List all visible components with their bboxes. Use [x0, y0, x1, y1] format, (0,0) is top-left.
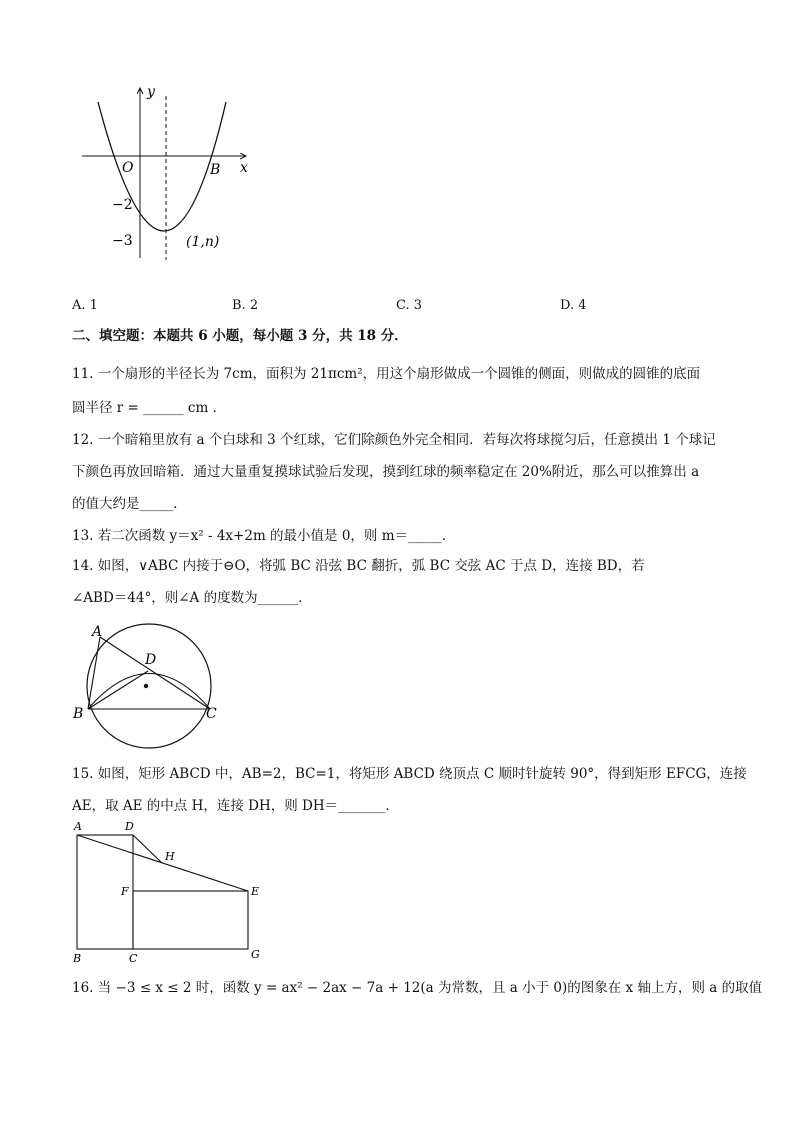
- segment-ae: [77, 835, 248, 891]
- q12-line2: 下颜色再放回暗箱．通过大量重复摸球试验后发现，摸到红球的频率稳定在 20%附近，那么可以推算出 a: [72, 464, 700, 480]
- label-d: D: [145, 652, 157, 668]
- tick-neg3: −3: [112, 233, 133, 249]
- point-b-label: B: [210, 162, 221, 178]
- rect-efcg: [133, 891, 248, 949]
- option-b[interactable]: B. 2: [232, 298, 259, 313]
- folded-arc-bc: [88, 674, 210, 710]
- segment-ac: [100, 637, 210, 709]
- x-axis-label: x: [240, 160, 248, 176]
- label-g: G: [251, 948, 260, 961]
- vertex-label: (1,n): [186, 234, 220, 250]
- q12-line1: 12. 一个暗箱里放有 a 个白球和 3 个红球，它们除颜色外完全相同．若每次将球搅匀后，任意摸出 1 个球记: [72, 432, 716, 448]
- q15-line1: 15. 如图，矩形 ABCD 中，AB=2，BC=1，将矩形 ABCD 绕顶点 C 顺时针旋转 90°，得到矩形 EFCG，连接: [72, 766, 747, 782]
- label-f: F: [121, 885, 129, 898]
- option-d[interactable]: D. 4: [560, 298, 587, 313]
- q16-line1: 16. 当 −3 ≤ x ≤ 2 时，函数 y = ax² − 2ax − 7a + 12(a 为常数，且 a 小于 0)的图象在 x 轴上方，则 a 的取值: [72, 980, 763, 996]
- circle-o: [87, 624, 211, 748]
- tick-neg2: −2: [112, 197, 133, 213]
- label-e: E: [251, 885, 260, 898]
- option-a[interactable]: A. 1: [72, 298, 98, 313]
- q15-line2: AE，取 AE 的中点 H，连接 DH，则 DH＝_______．: [72, 798, 399, 814]
- y-axis-label: y: [147, 84, 155, 100]
- segment-bd: [88, 671, 148, 709]
- label-a: A: [92, 624, 103, 640]
- label-b: B: [73, 706, 84, 722]
- option-c[interactable]: C. 3: [396, 298, 423, 313]
- label-d: D: [125, 820, 134, 833]
- rectangle-figure: [70, 818, 270, 964]
- segment-dh: [133, 835, 162, 863]
- label-c: C: [129, 952, 138, 964]
- section-heading: 二、填空题：本题共 6 小题，每小题 3 分，共 18 分．: [72, 328, 408, 344]
- label-b: B: [73, 952, 82, 964]
- q11-line2: 圆半径 r = ______ cm ．: [72, 400, 227, 416]
- center-dot: [144, 684, 148, 688]
- parabola-figure: [78, 80, 258, 270]
- label-a: A: [74, 820, 82, 833]
- label-c: C: [206, 706, 217, 722]
- circle-figure: [70, 618, 230, 754]
- q14-line2: ∠ABD＝44°，则∠A 的度数为______．: [72, 590, 312, 606]
- q14-line1: 14. 如图，∨ABC 内接于⊖O，将弧 BC 沿弦 BC 翻折，弧 BC 交弦 AC 于点 D，连接 BD，若: [72, 558, 645, 574]
- origin-label: O: [122, 160, 134, 176]
- q13-line1: 13. 若二次函数 y＝x² - 4x+2m 的最小值是 0，则 m＝_____．: [72, 528, 456, 544]
- label-h: H: [165, 850, 175, 863]
- q12-line3: 的值大约是_____．: [72, 496, 187, 512]
- q11-line1: 11. 一个扇形的半径长为 7cm，面积为 21πcm²，用这个扇形做成一个圆锥的侧面，则做成的圆锥的底面: [72, 366, 701, 382]
